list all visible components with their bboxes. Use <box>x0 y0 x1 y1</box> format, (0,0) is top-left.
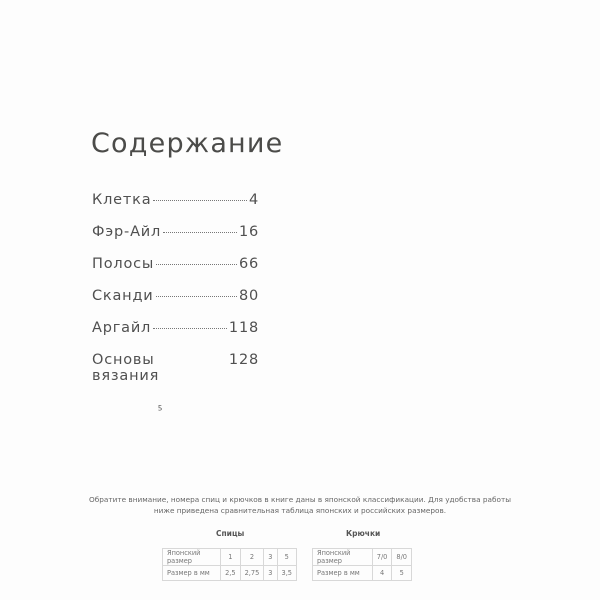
toc-entry <box>92 352 259 384</box>
toc-label: Основы вязания <box>92 352 160 384</box>
needles-table <box>162 548 297 581</box>
toc-entry <box>92 256 259 288</box>
leader-dots <box>156 296 237 297</box>
cell: 2 <box>240 549 264 566</box>
toc-label: Полосы <box>92 256 155 272</box>
hooks-heading: Крючки <box>346 529 381 538</box>
row-label: Японский размер <box>163 549 221 566</box>
hooks-table <box>312 548 412 581</box>
cell: 8/0 <box>392 549 412 566</box>
toc-entry <box>92 192 259 224</box>
note-line: Обратите внимание, номера спиц и крючков в книге даны в японской классификации. Для удобства работы <box>89 495 511 504</box>
size-note <box>80 494 520 516</box>
toc-entry <box>92 320 259 352</box>
leader-dots <box>156 264 237 265</box>
table-row <box>313 549 412 566</box>
cell: 1 <box>221 549 241 566</box>
toc-page: 66 <box>238 256 259 272</box>
page-title: Содержание <box>91 128 284 159</box>
table-row <box>313 566 412 581</box>
table-row <box>163 566 297 581</box>
leader-dots <box>153 200 247 201</box>
table-row <box>163 549 297 566</box>
toc-page: 4 <box>248 192 259 208</box>
cell: 5 <box>392 566 412 581</box>
note-line: ниже приведена сравнительная таблица японских и российских размеров. <box>153 506 447 515</box>
leader-dots <box>163 232 237 233</box>
row-label: Размер в мм <box>163 566 221 581</box>
cell: 4 <box>372 566 392 581</box>
leader-dots <box>153 328 227 329</box>
toc-label: Фэр-Айл <box>92 224 162 240</box>
cell: 3,5 <box>277 566 297 581</box>
toc-label: Клетка <box>92 192 152 208</box>
row-label: Размер в мм <box>313 566 373 581</box>
toc-page: 118 <box>228 320 259 336</box>
toc-page: 80 <box>238 288 259 304</box>
cell: 2,5 <box>221 566 241 581</box>
toc-label: Аргайл <box>92 320 152 336</box>
table-of-contents <box>92 192 259 384</box>
toc-entry <box>92 224 259 256</box>
toc-page: 16 <box>238 224 259 240</box>
cell: 5 <box>277 549 297 566</box>
needles-heading: Спицы <box>216 529 245 538</box>
toc-entry <box>92 288 259 320</box>
cell: 3 <box>264 566 277 581</box>
toc-page: 128 <box>228 352 259 368</box>
toc-label: Сканди <box>92 288 154 304</box>
cell: 2,75 <box>240 566 264 581</box>
stray-mark: ƽ <box>158 403 163 411</box>
row-label: Японский размер <box>313 549 373 566</box>
cell: 7/0 <box>372 549 392 566</box>
cell: 3 <box>264 549 277 566</box>
